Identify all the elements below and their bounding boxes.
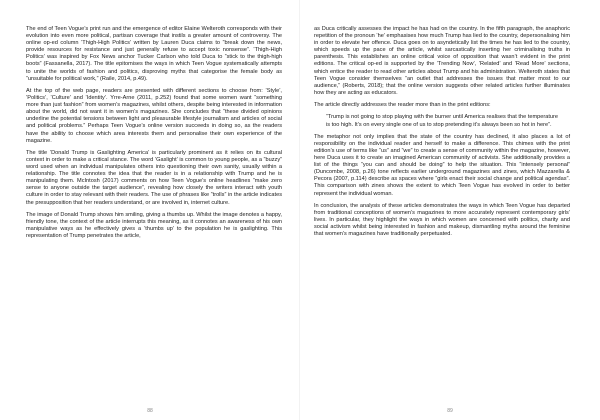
body-paragraph: The article directly addresses the reader more than in the print editions:: [314, 102, 491, 109]
left-text-column: [26, 26, 282, 245]
body-paragraph: as Duca critically assesses the impact he has had on the country. In the fifth paragraph, the anaphoric repetition of the pronoun ‘he’ emphasises how much Trump has lied to the country, depersonalising him in order to elevate her offence. Duca goes on to asyndetically list the times he has lied to the country, which speeds up the pace of the article, whilst sarcastically inserting her criminalising truths in parenthesis. This establishes an online critical voice of opposition that wasn’t evident in the print editions. The critical op-ed is supported by the ‘Trending Now’, ‘Related’ and ‘Read More’ sections, which entice the reader to read other articles about Trump and his administration. Welteroth states that Teen Vogue consider themselves “an outlet that addresses the issues that matter most to our audience,” (Roberts, 2018); that the online version suggests other related articles further illuminates how they are acting as educators.: [314, 26, 570, 96]
body-paragraph: The end of Teen Vogue’s print run and the emergence of editor Elaine Welteroth corresponds with their evolution into even more political, partisan coverage that instils a greater amount of controversy. The online op-ed column ‘Thigh-High Politics’ written by Lauren Duca claims to “break down the news, provide resources for resistance and just generally refuse to accept toxic nonsense”. ‘Thigh-High Politics’ was inspired by Fox News anchor Tucker Carlson who told Duca to “stick to the thigh-high boots” (Fassanella, 2017). The title epitomises the ways in which Teen Vogue systematically attempts to unite the worlds of fashion and politics, disproving myths that categorise the female body as “unsuitable for political work,” (Raile, 2014, p.49).: [26, 26, 282, 82]
body-paragraph: At the top of the web page, readers are presented with different sections to choose from: ‘Style’, ‘Politics’, ‘Culture’ and ‘Identity’. Yrre-Arne (2011, p.252) found that some women want “something more than just fashion” from women’s magazines, whilst others, despite being interested in information about the world, did not want it in women’s magazines. She concludes that “these divided opinions underline the potential tensions between light and pleasurable lifestyle journalism and articles of social and political problems.” Perhaps Teen Vogue’s online version succeeds in doing so, as the readers have the ability to choose which area interests them and personalise their own experience of the magazine.: [26, 87, 282, 144]
page-number: 88: [147, 408, 153, 414]
body-paragraph: The title ‘Donald Trump is Gaslighting America’ is particularly prominent as it relies on its cultural context in order to make a critical stance. The word ‘Gaslight’ is common to young people, as a “buzzy” word used when an individual manipulates others into questioning their own sanity, usually within a relationship. The title connotes the idea that the reader is in a relationship with Trump and he is manipulating them. McIntosh (2017) comments on how Teen Vogue’s online headlines “make zero sense to anyone outside the target audience”, revealing how closely the writers interact with youth culture in order to stay relevant with their readers. The use of phrases like “trolls” in the article indicates the presupposition that her readers understand, or are involved in, internet culture.: [26, 149, 282, 206]
body-paragraph: The metaphor not only implies that the state of the country has declined, it also places a lot of responsibility on the individual reader and herself to make a difference. This chimes with the print edition’s use of terms like “us” and “we” to create a sense of community within the magazine, however, here Duca uses it to create an imagined American community of activists. She additionally provides a list of the things “you can and should be doing” to help the situation. This “intensely personal” (Duncombe, 2008, p.26) tone reflects earlier underground magazines and zines, which Mazzarella & Pecora (2007, p.114) describe as spaces where “girls enact their social change and political agendas”. This comparison with zines shows the extent to which Teen Vogue has evolved in order to better represent the individual woman.: [314, 133, 570, 197]
block-quote: “Trump is not going to stop playing with the burner until America realises that the temperature is too high. It’s on every single one of us to stop pretending it’s always been so hot in here”.: [326, 114, 558, 128]
right-page: [300, 0, 600, 420]
right-text-column: [314, 26, 570, 243]
page-number: 89: [447, 408, 453, 414]
body-paragraph: In conclusion, the analysis of these articles demonstrates the ways in which Teen Vogue has departed from traditional conceptions of women’s magazines to more accurately represent contemporary girls’ lives. In particular, they highlight the ways in which women are concerned with politics, charity and social activism whilst being interested in fashion and makeup, dismantling myths around the feminine that women’s magazines have traditionally perpetuated.: [314, 202, 570, 238]
body-paragraph: The image of Donald Trump shows him smiling, giving a thumbs up. Whilst the image denotes a happy, friendly tone, the context of the article interrupts this meaning, as it connotes an awareness of his own manipulative ways as he effectively gives a ‘thumbs up’ to the population he is gaslighting. This representation of Trump penetrates the article,: [26, 211, 282, 240]
